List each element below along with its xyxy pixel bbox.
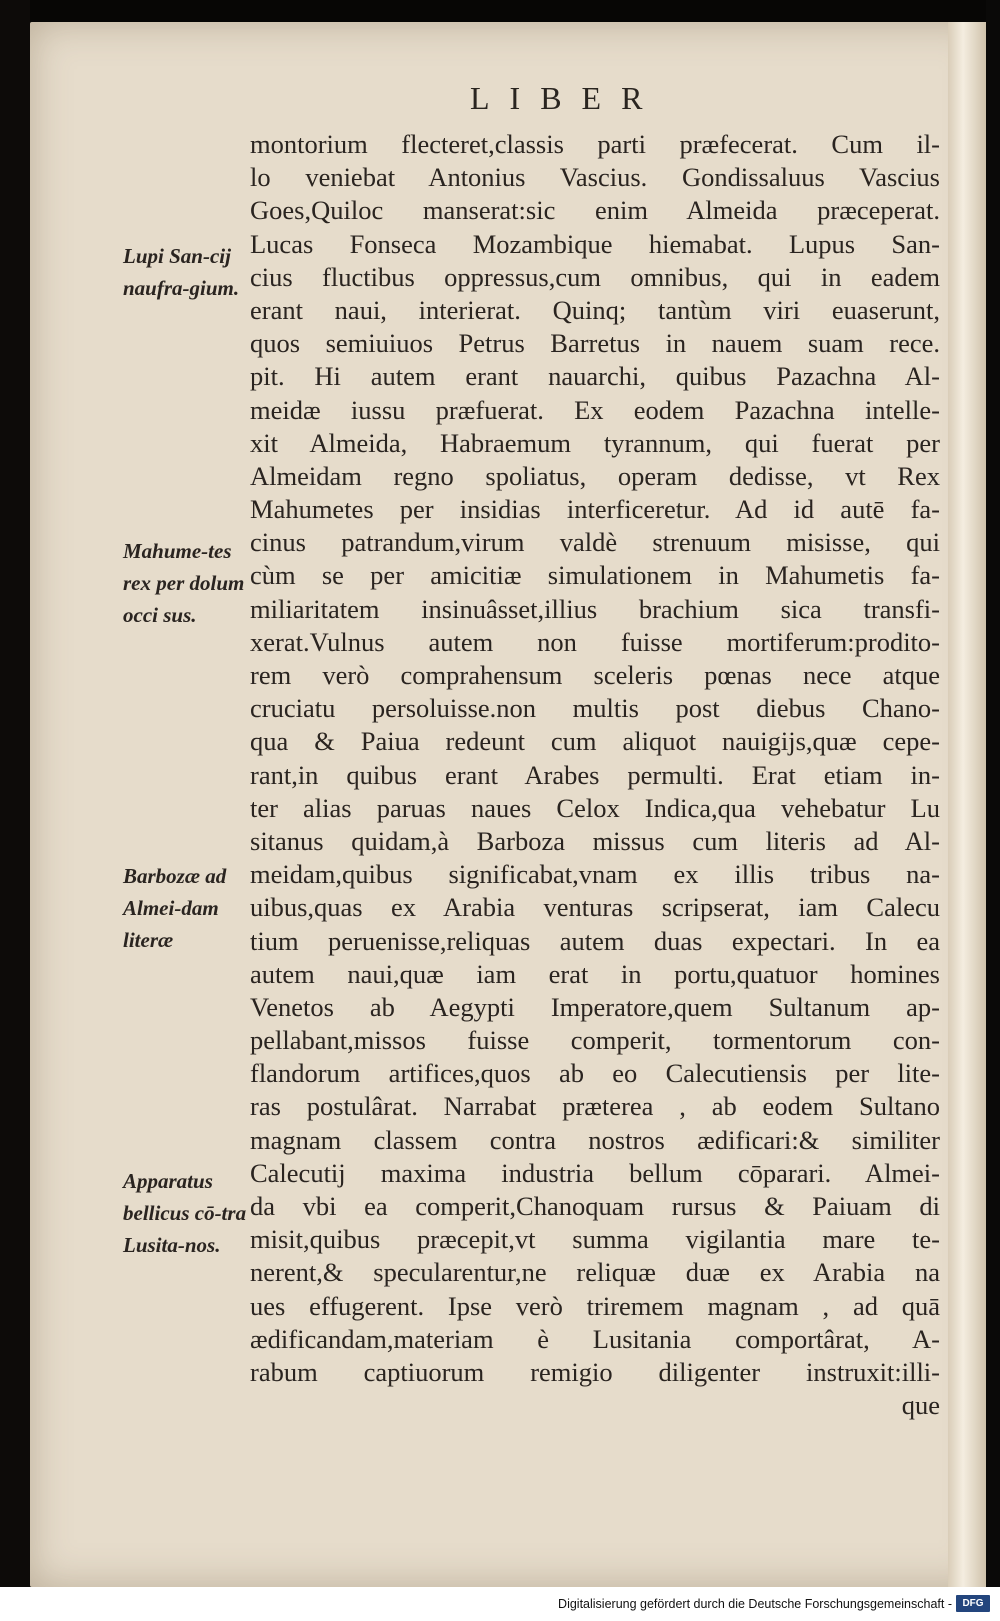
text-line: da vbi ea comperit,Chanoquam rursus & Paiuam di: [250, 1191, 940, 1221]
text-line: quos semiuiuos Petrus Barretus in nauem suam rece.: [250, 328, 940, 359]
text-line: nerent,& specularentur,ne reliquæ duæ ex Arabia na: [250, 1257, 940, 1288]
text-line: flandorum artifices,quos ab eo Calecutiensis per lite-: [250, 1058, 940, 1089]
text-line: misit,quibus præcepit,vt summa vigilantia mare te-: [250, 1224, 940, 1255]
text-line: erant naui, interierat. Quinq; tantùm viri euaserunt,: [250, 294, 940, 325]
text-line: cruciatu persoluisse.non multis post diebus Chano-: [250, 693, 940, 724]
text-line: cùm se per amicitiæ simulationem in Mahumetis fa-: [250, 560, 940, 591]
text-line: miliaritatem insinuâsset,illius brachium sica transfi-: [250, 593, 940, 624]
text-line: xerat.Vulnus autem non fuisse mortiferum:prodito-: [250, 626, 940, 657]
text-line: magnam classem contra nostros ædificari:& similiter: [250, 1124, 940, 1155]
running-header: LIBER: [470, 80, 663, 116]
text-line: ædificandam,materiam è Lusitania comportârat, A-: [250, 1323, 940, 1354]
text-line: meidæ iussu præfuerat. Ex eodem Pazachna intelle-: [250, 394, 940, 425]
text-line: Calecutij maxima industria bellum cōparari. Almei-: [250, 1157, 940, 1188]
marginal-note: Barbozæ ad Almei-dam literæ: [123, 864, 227, 952]
text-line: ter alias paruas naues Celox Indica,qua vehebatur Lu: [250, 792, 940, 823]
text-line: tium peruenisse,reliquas autem duas expectari. In ea: [250, 925, 940, 956]
catchword: que: [901, 1390, 940, 1421]
scan-frame-right: [986, 0, 1000, 1621]
text-line: lo veniebat Antonius Vascius. Gondissaluus Vascius: [250, 162, 940, 193]
dfg-logo: DFG: [956, 1595, 990, 1612]
text-line: sitanus quidam,à Barboza missus cum literis ad Al-: [250, 825, 940, 856]
text-line: ras postulârat. Narrabat præterea , ab eodem Sultano: [250, 1091, 940, 1122]
page-edge: [948, 22, 986, 1587]
body-text: [250, 128, 940, 1422]
marginal-note: Mahume-tes rex per dolum occi sus.: [123, 539, 245, 627]
text-line: pellabant,missos fuisse comperit, tormentorum con-: [250, 1025, 940, 1056]
text-line: Lucas Fonseca Mozambique hiemabat. Lupus San-: [250, 228, 940, 259]
text-line: autem naui,quæ iam erat in portu,quatuor homines: [250, 958, 940, 989]
footer-credit: Digitalisierung gefördert durch die Deutsche Forschungsgemeinschaft -: [558, 1597, 952, 1611]
text-line: rant,in quibus erant Arabes permulti. Erat etiam in-: [250, 759, 940, 790]
text-line: cius fluctibus oppressus,cum omnibus, qui in eadem: [250, 261, 940, 292]
marginal-note: Lupi San-cij naufra-gium.: [123, 244, 240, 300]
text-line: Almeidam regno spoliatus, operam dedisse, vt Rex: [250, 460, 940, 491]
footer-bar: [0, 1587, 1000, 1621]
marginal-note: Apparatus bellicus cō-tra Lusita-nos.: [123, 1169, 247, 1257]
text-line: Venetos ab Aegypti Imperatore,quem Sultanum ap-: [250, 991, 940, 1022]
text-line: ues effugerent. Ipse verò triremem magnam , ad quā: [250, 1290, 940, 1321]
text-line: rem verò comprahensum sceleris pœnas nece atque: [250, 660, 940, 690]
text-line: cinus patrandum,virum valdè strenuum misisse, qui: [250, 527, 940, 558]
text-line: pit. Hi autem erant nauarchi, quibus Pazachna Al-: [250, 361, 940, 392]
text-line: rabum captiuorum remigio diligenter instruxit:illi-: [250, 1356, 940, 1387]
text-line: uibus,quas ex Arabia venturas scripserat, iam Calecu: [250, 892, 940, 923]
scan-frame-left: [0, 0, 30, 1621]
text-line: meidam,quibus significabat,vnam ex illis tribus na-: [250, 859, 940, 890]
text-line: Mahumetes per insidias interficeretur. Ad id autē fa-: [250, 494, 940, 525]
text-line: qua & Paiua redeunt cum aliquot nauigijs,quæ cepe-: [250, 726, 940, 757]
text-line: montorium flecteret,classis parti præfecerat. Cum il-: [250, 129, 940, 159]
text-line: xit Almeida, Habraemum tyrannum, qui fuerat per: [250, 427, 940, 458]
scan-frame-top: [0, 0, 1000, 24]
text-line: Goes,Quiloc manserat:sic enim Almeida præceperat.: [250, 195, 940, 226]
